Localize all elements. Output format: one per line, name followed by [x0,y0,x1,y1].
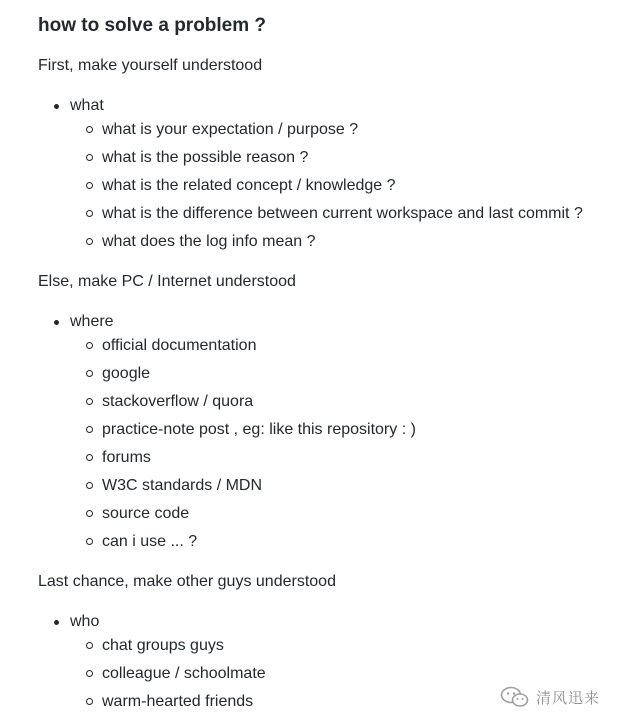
watermark-text: 清风迅来 [536,688,601,707]
section-heading-last: Last chance, make other guys understood [38,573,336,590]
list-item: what is the related concept / knowledge ? [102,175,396,197]
list-item: official documentation [102,335,256,357]
list-item: stackoverflow / quora [102,391,253,413]
list-group-who: who [70,611,99,633]
section-heading-first: First, make yourself understood [38,57,263,74]
list-item: what is the difference between current workspace and last commit ? [102,203,583,225]
watermark [500,682,600,712]
wechat-icon [500,685,530,709]
list-item: warm-hearted friends [102,691,253,713]
list-item: forums [102,447,151,469]
list-item: what does the log info mean ? [102,231,315,253]
list-item: practice-note post , eg: like this repository : ) [102,419,416,441]
list-item: what is your expectation / purpose ? [102,119,358,141]
list-item: google [102,363,150,385]
list-item: source code [102,503,189,525]
list-group-where: where [70,311,114,333]
list-item: what is the possible reason ? [102,147,308,169]
list-group-what: what [70,95,104,117]
section-heading-else: Else, make PC / Internet understood [38,273,296,290]
list-item: can i use ... ? [102,531,197,553]
list-item: W3C standards / MDN [102,475,262,497]
list-item: colleague / schoolmate [102,663,266,685]
page-title: how to solve a problem ? [38,15,267,36]
list-item: chat groups guys [102,635,224,657]
